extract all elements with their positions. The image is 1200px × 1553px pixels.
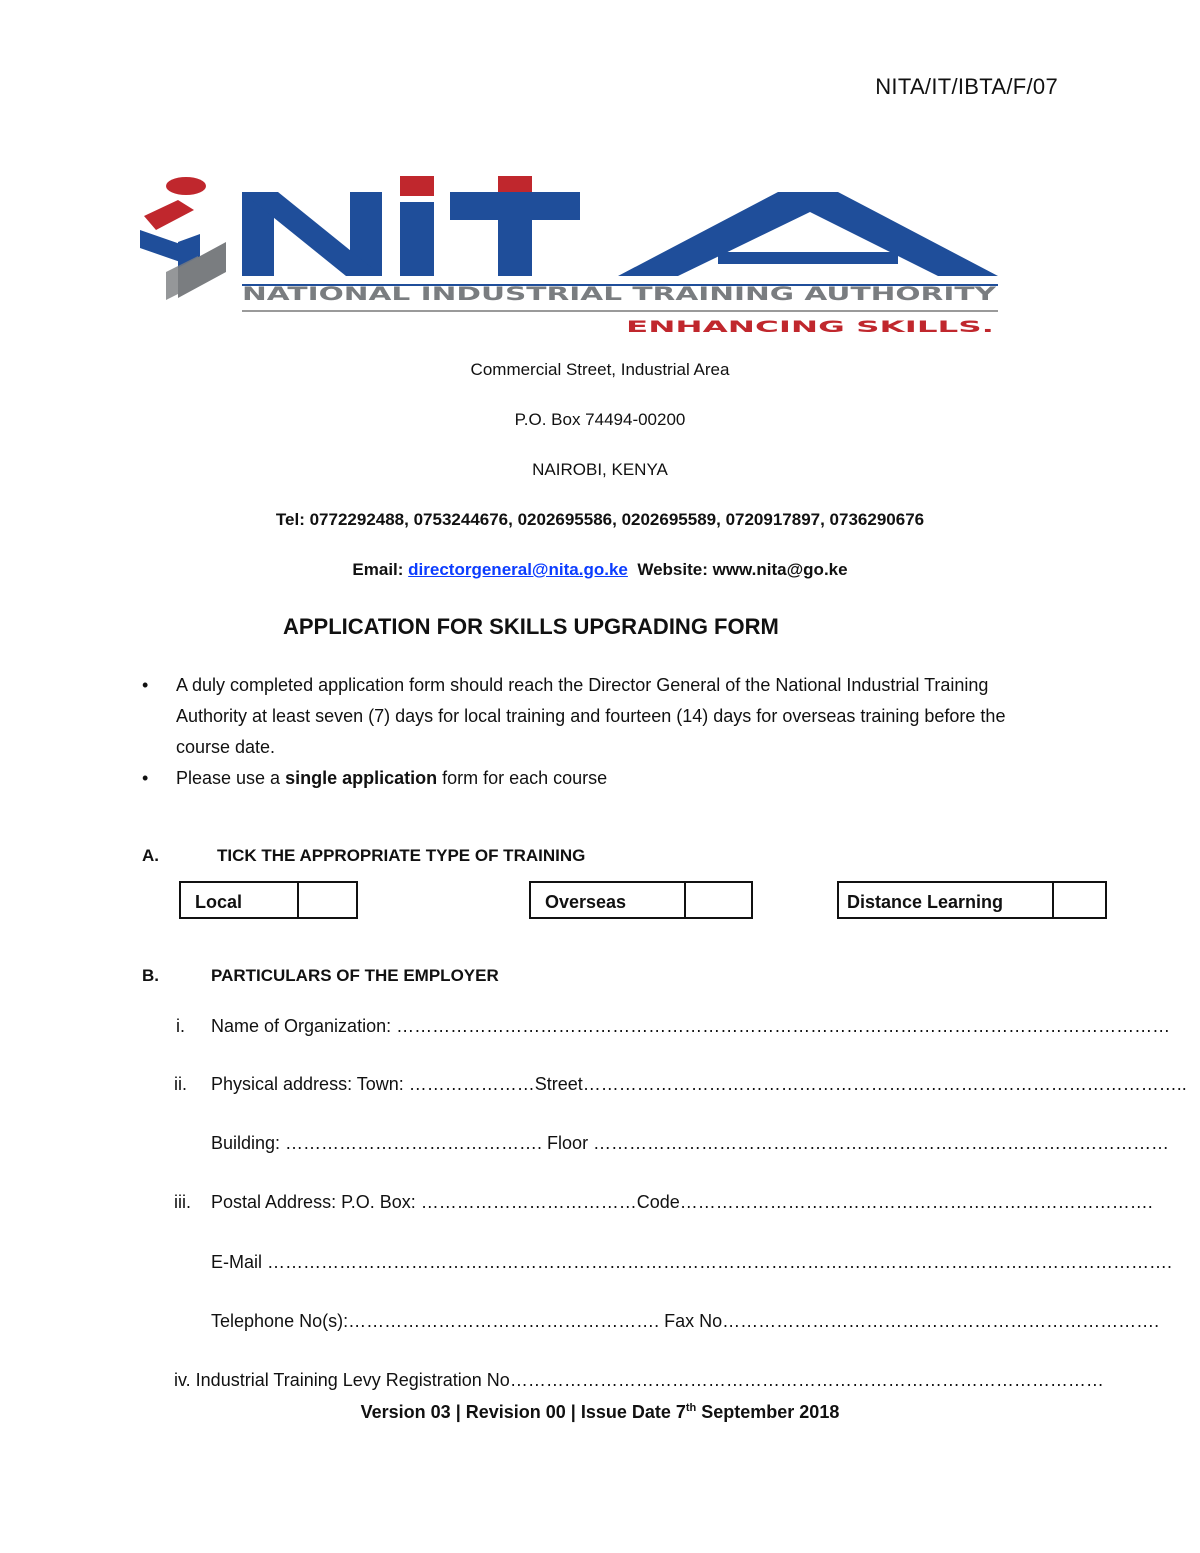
section-b-title: PARTICULARS OF THE EMPLOYER <box>211 966 499 985</box>
instruction-post: form for each course <box>437 768 608 788</box>
document-code: NITA/IT/IBTA/F/07 <box>875 74 1058 99</box>
website-label: Website: <box>637 560 708 579</box>
option-distance <box>837 881 1107 919</box>
telephone-fax-field[interactable]: Telephone No(s):……………………………………………. Fax No………………………………………………………………. <box>211 1311 1160 1331</box>
item-ii-number: ii. <box>174 1074 187 1094</box>
distance-checkbox[interactable] <box>1054 883 1105 917</box>
list-item <box>140 670 1040 763</box>
option-overseas-label: Overseas <box>531 883 686 917</box>
footer-post: September 2018 <box>696 1402 840 1422</box>
section-a-title: TICK THE APPROPRIATE TYPE OF TRAINING <box>217 846 586 865</box>
address-pobox: P.O. Box 74494-00200 <box>514 410 686 429</box>
address-street: Commercial Street, Industrial Area <box>470 360 730 379</box>
email-label: Email: <box>352 560 404 579</box>
instruction-bold: single application <box>285 768 438 788</box>
logo-slogan: ENHANCING SKILLS. <box>626 317 994 336</box>
logo-tagline: NATIONAL INDUSTRIAL TRAINING AUTHORITY <box>242 283 997 305</box>
option-overseas <box>529 881 753 919</box>
email-field[interactable]: E-Mail ……………………………………………………………………………………………………………………………………. <box>211 1252 1173 1272</box>
footer-pre: Version 03 | Revision 00 | Issue Date 7 <box>360 1402 686 1422</box>
organization-name-field[interactable]: Name of Organization: ………………………………………………………………………………………………………………… <box>211 1016 1171 1036</box>
bullet-icon: • <box>142 768 149 788</box>
bullet-icon: • <box>142 675 149 695</box>
building-floor-field[interactable]: Building: ……………………………………. Floor …………………………………………………………………………………… <box>211 1133 1170 1153</box>
tel-label: Tel: <box>275 510 305 529</box>
website-value: www.nita@go.ke <box>712 560 848 579</box>
instruction-pre: Please use a <box>176 768 286 788</box>
option-local <box>179 881 358 919</box>
option-local-label: Local <box>181 883 299 917</box>
footer-version <box>0 1402 1200 1423</box>
instruction-text: A duly completed application form should reach the Director General of the National Industrial Training Authority at least seven (7) days for local training and fourteen (14) days for overseas training before the course date. <box>176 675 1006 757</box>
contact-line <box>0 560 1200 580</box>
form-title: APPLICATION FOR SKILLS UPGRADING FORM <box>283 614 779 639</box>
telephone-line <box>0 510 1200 530</box>
option-distance-label: Distance Learning <box>839 883 1054 917</box>
email-link[interactable]: directorgeneral@nita.go.ke <box>408 560 628 579</box>
postal-address-field[interactable]: Postal Address: P.O. Box: ………………………………Code……………………………………………………………………. <box>211 1192 1153 1212</box>
section-a-letter: A. <box>142 846 159 865</box>
footer-sup: th <box>685 1402 697 1414</box>
levy-registration-field[interactable]: iv. Industrial Training Levy Registration No……………………………………………………………………………………… <box>174 1370 1104 1390</box>
nita-logo <box>138 172 1000 342</box>
list-item <box>140 763 1040 794</box>
item-i-number: i. <box>176 1016 185 1036</box>
overseas-checkbox[interactable] <box>686 883 751 917</box>
tel-numbers: 0772292488, 0753244676, 0202695586, 0202695589, 0720917897, 0736290676 <box>309 510 925 529</box>
section-b-letter: B. <box>142 966 159 985</box>
emblem-icon <box>140 177 226 300</box>
item-iii-number: iii. <box>174 1192 191 1212</box>
address-city: NAIROBI, KENYA <box>532 460 668 479</box>
local-checkbox[interactable] <box>299 883 356 917</box>
instructions-list <box>140 670 1040 794</box>
physical-address-field[interactable]: Physical address: Town: …………………Street……………………………………………………………………………………….. <box>211 1074 1187 1094</box>
